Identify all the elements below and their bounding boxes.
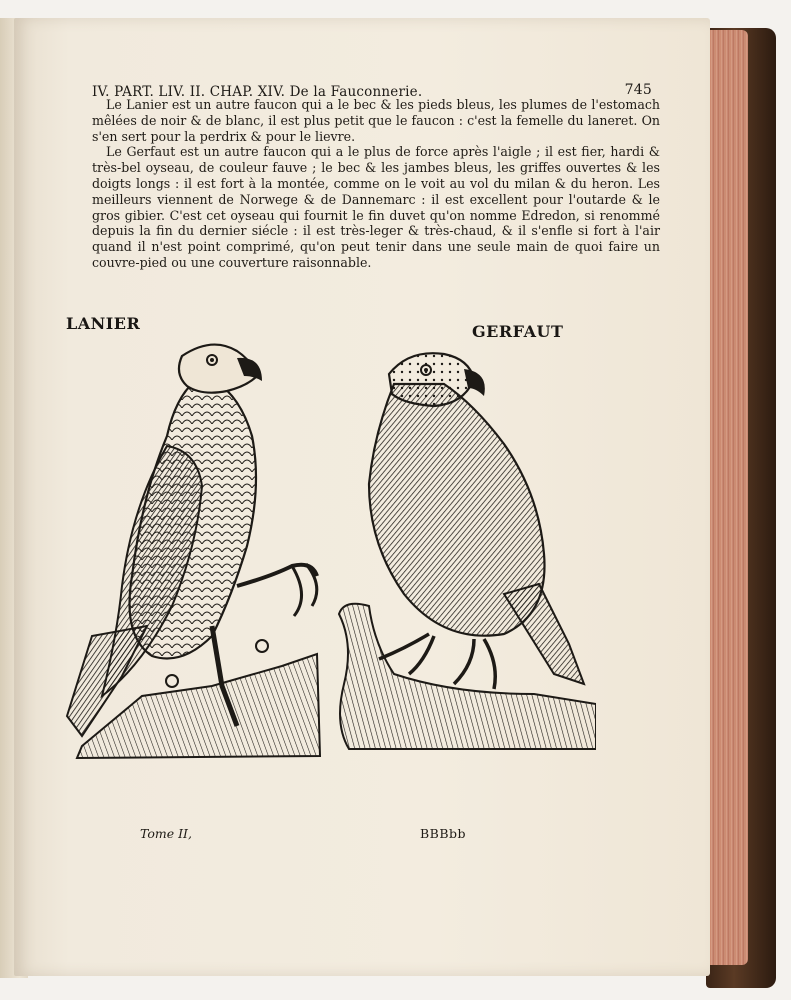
paragraph-lanier: Le Lanier est un autre faucon qui a le bec & les pieds bleus, les plumes de l'estomach mêlées de noir & de blanc, il est plus petit que le faucon : c'est la femelle du laneret. On s'en sert pour la perdrix & pour le lievre.: [92, 97, 660, 144]
paragraph-gerfaut: Le Gerfaut est un autre faucon qui a le plus de force après l'aigle ; il est fier, hardi & très-bel oyseau, de couleur fauve ; le bec & les jambes bleus, les griffes ouvertes & les doigts longs : il est fort à la montée, comme on le voit au vol du milan & du heron. Les meilleurs viennent de Norwege & de Dannemarc : il est excellent pour l'outarde & le gros gibier. C'est cet oyseau qui fournit le fin duvet qu'on nomme Edredon, si renommé depuis la fin du dernier siécle : il est très-leger & très-chaud, & il s'enfle si fort à l'air quand il n'est point comprimé, qu'on peut tenir dans une seule main de quoi faire un couvre-pied ou une couverture raisonnable.: [92, 144, 660, 270]
gerfaut-woodcut-illustration: [334, 344, 596, 756]
volume-signature: Tome II,: [140, 826, 192, 841]
gathering-signature: BBBbb: [420, 826, 467, 841]
show-through-text: [140, 760, 580, 830]
body-text: [92, 97, 660, 271]
gerfaut-caption: GERFAUT: [472, 322, 564, 341]
page-number: 745: [624, 82, 652, 98]
lanier-caption: LANIER: [66, 314, 141, 333]
lanier-woodcut-illustration: [62, 336, 324, 764]
chapter-heading: IV. PART. LIV. II. CHAP. XIV. De la Fauconnerie.: [92, 84, 423, 100]
